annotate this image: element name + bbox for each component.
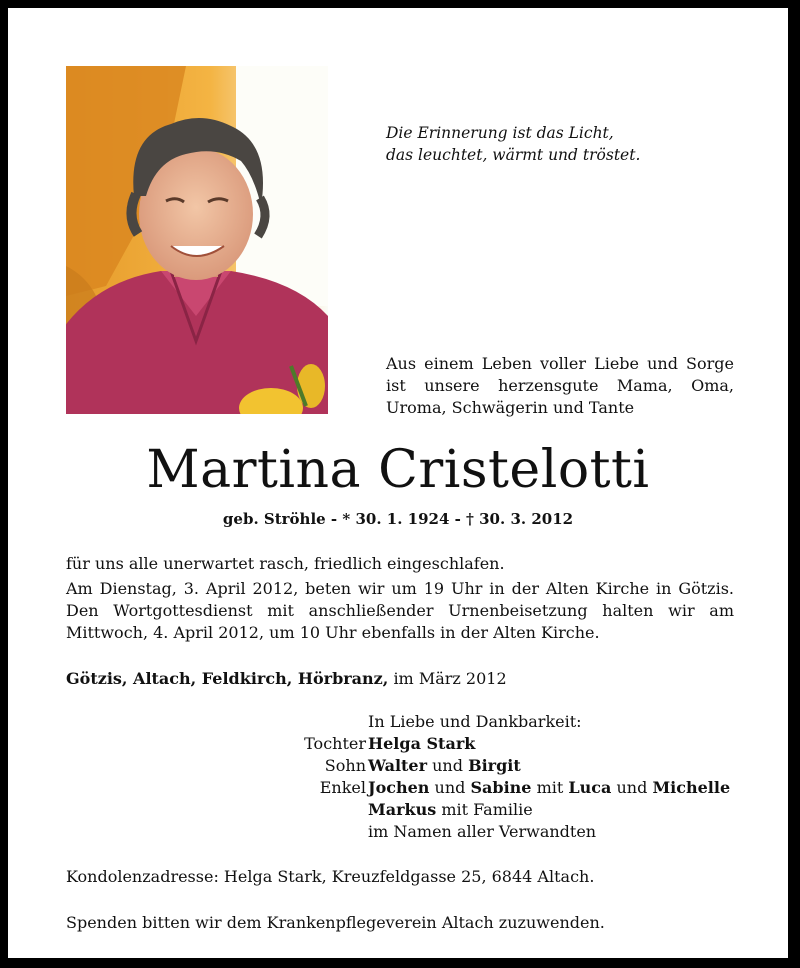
memorial-quote — [386, 122, 640, 166]
connector: mit Familie — [441, 800, 533, 819]
connector: und — [434, 778, 466, 797]
family-member: Luca — [568, 778, 612, 797]
place-date — [66, 668, 734, 690]
deceased-name: Martina Cristelotti — [146, 440, 650, 500]
family-member: Helga Stark — [368, 734, 476, 753]
intro-line: ist unsere herzensgute Mama, Oma, — [386, 376, 734, 395]
connector: und — [616, 778, 648, 797]
service-line: Am Dienstag, 3. April 2012, beten wir um 19 Uhr in der Alten Kirche in Götzis. — [66, 579, 734, 598]
connector: und — [432, 756, 463, 775]
family-row-tochter — [8, 733, 788, 755]
family-row-enkel — [8, 777, 788, 799]
family-heading: In Liebe und Dankbarkeit: — [368, 712, 582, 731]
condolence-address: Kondolenzadresse: Helga Stark, Kreuzfeldgasse 25, 6844 Altach. — [66, 867, 595, 886]
family-member: Sabine — [470, 778, 532, 797]
service-line: Den Wortgottesdienst mit anschließender Urnenbeisetzung halten wir am — [66, 601, 734, 620]
portrait-image — [66, 66, 328, 414]
family-row-sohn — [8, 755, 788, 777]
portrait-photo — [66, 66, 328, 414]
relation-label: Sohn — [324, 756, 366, 775]
connector: mit — [536, 778, 564, 797]
passing-note: für uns alle unerwartet rasch, friedlich eingeschlafen. — [66, 554, 505, 573]
relatives-note: im Namen aller Verwandten — [368, 822, 597, 841]
donation-note: Spenden bitten wir dem Krankenpflegeverein Altach zuzuwenden. — [66, 913, 605, 932]
place-towns: Götzis, Altach, Feldkirch, Hörbranz, — [66, 669, 389, 688]
intro-text — [386, 353, 734, 419]
intro-line: Uroma, Schwägerin und Tante — [386, 398, 635, 417]
obituary-sheet — [8, 8, 788, 958]
family-row-markus — [8, 799, 788, 821]
birth-death-dates: geb. Ströhle - * 30. 1. 1924 - † 30. 3. 2012 — [222, 510, 574, 528]
family-member: Markus — [368, 800, 437, 819]
family-member: Walter — [368, 756, 428, 775]
service-line: Mittwoch, 4. April 2012, um 10 Uhr ebenfalls in der Alten Kirche. — [66, 623, 600, 642]
family-list — [8, 711, 788, 843]
relation-label: Enkel — [319, 778, 366, 797]
family-member: Jochen — [368, 778, 430, 797]
relation-label: Tochter — [304, 734, 366, 753]
service-info — [66, 578, 734, 644]
quote-line: das leuchtet, wärmt und tröstet. — [386, 146, 641, 164]
family-member: Michelle — [652, 778, 731, 797]
intro-line: Aus einem Leben voller Liebe und Sorge — [386, 354, 734, 373]
place-month: im März 2012 — [393, 669, 507, 688]
family-member: Birgit — [468, 756, 521, 775]
quote-line: Die Erinnerung ist das Licht, — [386, 124, 614, 142]
